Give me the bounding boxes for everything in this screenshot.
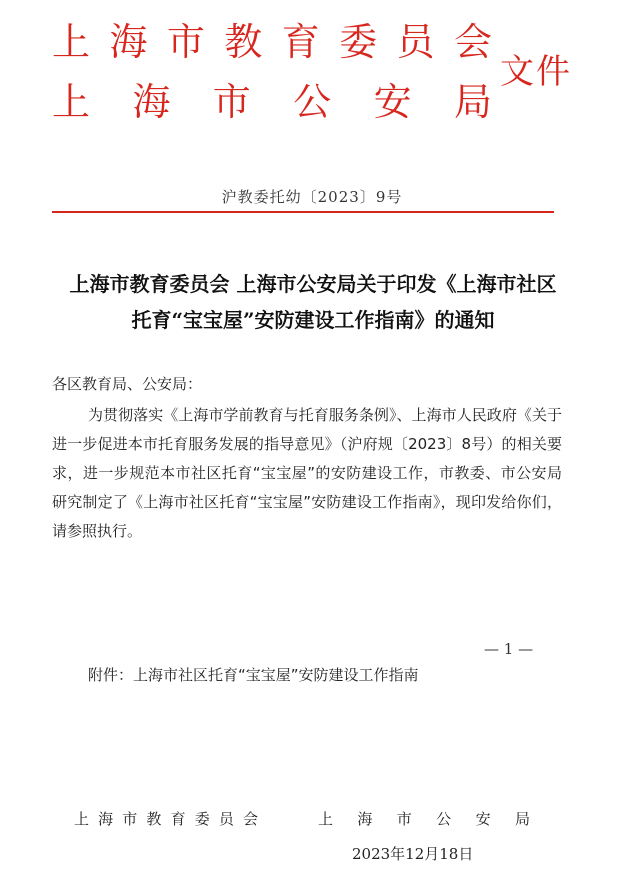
signature-char: 市 xyxy=(396,810,412,828)
header-char: 市 xyxy=(212,80,251,124)
header-char: 委 xyxy=(339,20,378,64)
salutation: 各区教育局、公安局： xyxy=(52,375,203,393)
header-char: 员 xyxy=(396,20,435,64)
header-char: 局 xyxy=(453,80,492,124)
body-paragraph: 为贯彻落实《上海市学前教育与托育服务条例》、上海市人民政府《关于进一步促进本市托育服务发展的指导意见》（沪府规〔2023〕8号）的相关要求，进一步规范本市社区托育“宝宝屋”的安防建设工作，市教委、市公安局研究制定了《上海市社区托育“宝宝屋”安防建设工作指南》，现印发给你们，请参照执行。 xyxy=(52,406,562,540)
signature-char: 海 xyxy=(98,810,114,828)
title-line-2: 托育“宝宝屋”安防建设工作指南》的通知 xyxy=(131,308,495,332)
title-line-1: 上海市教育委员会 上海市公安局关于印发《上海市社区 xyxy=(69,272,557,296)
page-number: — 1 — xyxy=(484,640,534,658)
signature-org-public-security xyxy=(318,808,530,829)
signature-org-education-commission xyxy=(74,808,258,829)
signature-char: 安 xyxy=(475,810,491,828)
header-char: 市 xyxy=(166,20,205,64)
signature-char: 会 xyxy=(242,810,258,828)
signature-char: 局 xyxy=(514,810,530,828)
document-number: 沪教委托幼〔2023〕9号 xyxy=(221,188,403,206)
signature-char: 员 xyxy=(218,810,234,828)
signature-char: 海 xyxy=(357,810,373,828)
header-char: 上 xyxy=(52,20,91,64)
signature-char: 市 xyxy=(122,810,138,828)
attachment-line: 附件：上海市社区托育“宝宝屋”安防建设工作指南 xyxy=(88,666,419,684)
signature-char: 委 xyxy=(194,810,210,828)
header-org-public-security xyxy=(52,80,492,124)
signature-char: 教 xyxy=(146,810,162,828)
red-divider xyxy=(52,211,554,213)
document-title xyxy=(48,266,578,338)
signature-date: 2023年12月18日 xyxy=(352,845,474,863)
header-char: 公 xyxy=(293,80,332,124)
header-suffix: 文件 xyxy=(500,52,572,92)
signature-char: 育 xyxy=(170,810,186,828)
header-char: 上 xyxy=(52,80,91,124)
signature-char: 上 xyxy=(74,810,90,828)
signature-char: 上 xyxy=(318,810,334,828)
header-char: 会 xyxy=(453,20,492,64)
signature-char: 公 xyxy=(436,810,452,828)
header-char: 育 xyxy=(281,20,320,64)
header-org-education-commission xyxy=(52,20,492,64)
header-char: 教 xyxy=(224,20,263,64)
header-char: 海 xyxy=(132,80,171,124)
header-char: 安 xyxy=(373,80,412,124)
header-char: 海 xyxy=(109,20,148,64)
